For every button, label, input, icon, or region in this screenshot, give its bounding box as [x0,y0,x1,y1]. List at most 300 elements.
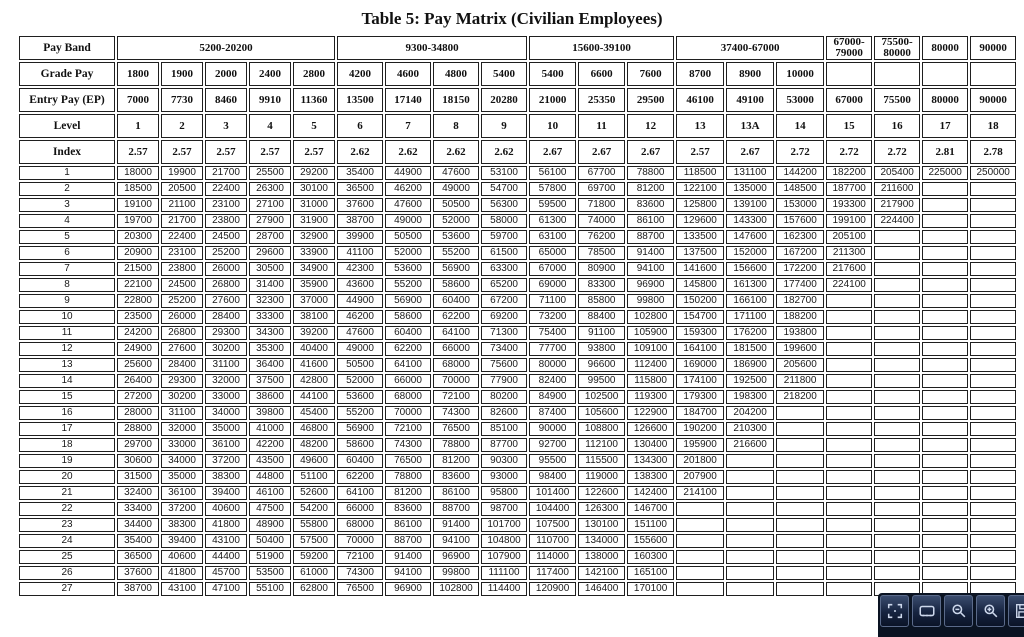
pay-cell-l5: 41600 [293,358,335,372]
zoom-out-button[interactable] [944,595,973,627]
pay-cell-l5: 33900 [293,246,335,260]
pay-cell-l10: 87400 [529,406,576,420]
pay-cell-l10: 77700 [529,342,576,356]
matrix-data-row [19,486,1016,500]
pay-cell-l7: 46200 [385,182,431,196]
pay-cell-l6: 38700 [337,214,383,228]
pay-cell-l12: 99800 [627,294,674,308]
pay-cell-l5: 35900 [293,278,335,292]
pay-cell-l14: 162300 [776,230,824,244]
pay-cell-l16 [874,518,920,532]
pay-cell-l4: 36400 [249,358,291,372]
pay-cell-l11: 71800 [578,198,625,212]
pay-cell-l1: 28800 [117,422,159,436]
pay-cell-l13: 122100 [676,182,724,196]
pay-cell-l9: 77900 [481,374,527,388]
pay-cell-l11: 67700 [578,166,625,180]
pay-cell-l14 [776,582,824,596]
row-serial: 6 [19,246,115,260]
pay-cell-l15: 205100 [826,230,872,244]
pay-cell-l16: 224400 [874,214,920,228]
pay-cell-l17 [922,390,968,404]
pay-cell-l1: 21500 [117,262,159,276]
pay-cell-l13A [726,566,774,580]
row-serial: 25 [19,550,115,564]
row-serial: 3 [19,198,115,212]
pay-cell-l4: 27100 [249,198,291,212]
pay-cell-l18 [970,470,1016,484]
pay-cell-l1: 22100 [117,278,159,292]
pay-cell-l16 [874,246,920,260]
pay-cell-l18 [970,518,1016,532]
zoom-in-button[interactable] [976,595,1005,627]
pay-cell-l13: 184700 [676,406,724,420]
pay-cell-l16 [874,326,920,340]
pay-cell-l18 [970,262,1016,276]
pay-cell-l4: 34300 [249,326,291,340]
pay-cell-l15 [826,438,872,452]
pay-cell-l9: 58000 [481,214,527,228]
pay-cell-l16 [874,374,920,388]
pay-cell-l2: 22400 [161,230,203,244]
pay-cell-l6: 37600 [337,198,383,212]
pay-cell-l2: 30200 [161,390,203,404]
grade-pay-18 [970,62,1016,86]
row-serial: 2 [19,182,115,196]
pay-cell-l12: 86100 [627,214,674,228]
pay-cell-l17 [922,358,968,372]
pay-cell-l16 [874,278,920,292]
entry-pay-11: 29500 [627,88,674,112]
row-serial: 20 [19,470,115,484]
pay-cell-l2: 31100 [161,406,203,420]
pay-cell-l12: 134300 [627,454,674,468]
pay-cell-l11: 96600 [578,358,625,372]
pay-cell-l7: 86100 [385,518,431,532]
pay-cell-l7: 53600 [385,262,431,276]
grade-pay-15 [826,62,872,86]
matrix-data-row [19,326,1016,340]
level-8: 9 [481,114,527,138]
pay-cell-l10: 67000 [529,262,576,276]
entry-pay-2: 8460 [205,88,247,112]
pay-cell-l9: 54700 [481,182,527,196]
pay-cell-l4: 53500 [249,566,291,580]
pay-cell-l18 [970,454,1016,468]
pay-cell-l15 [826,582,872,596]
row-serial: 24 [19,534,115,548]
pay-cell-l16 [874,230,920,244]
pay-cell-l11: 112100 [578,438,625,452]
pay-cell-l1: 37600 [117,566,159,580]
matrix-data-row [19,230,1016,244]
pay-cell-l16 [874,310,920,324]
row-serial: 22 [19,502,115,516]
pay-cell-l3: 26000 [205,262,247,276]
pay-cell-l14: 211800 [776,374,824,388]
pay-cell-l2: 26000 [161,310,203,324]
row-serial: 5 [19,230,115,244]
pay-cell-l5: 59200 [293,550,335,564]
pay-cell-l9: 69200 [481,310,527,324]
pay-cell-l14 [776,534,824,548]
pay-cell-l4: 25500 [249,166,291,180]
pay-cell-l17 [922,230,968,244]
pay-cell-l10: 98400 [529,470,576,484]
pay-cell-l1: 18500 [117,182,159,196]
pay-cell-l6: 62200 [337,470,383,484]
pay-cell-l13: 164100 [676,342,724,356]
pay-cell-l14: 188200 [776,310,824,324]
fit-page-button[interactable] [912,595,941,627]
pay-cell-l12: 83600 [627,198,674,212]
pay-cell-l13A: 156600 [726,262,774,276]
pay-cell-l8: 60400 [433,294,479,308]
pay-cell-l17 [922,182,968,196]
pay-cell-l14 [776,470,824,484]
pay-cell-l16 [874,470,920,484]
pay-cell-l18 [970,294,1016,308]
pay-band-5: 75500-80000 [874,36,920,60]
pay-cell-l5: 30100 [293,182,335,196]
pay-cell-l18 [970,486,1016,500]
pay-cell-l15 [826,358,872,372]
pay-cell-l8: 94100 [433,534,479,548]
pay-cell-l3: 24500 [205,230,247,244]
pay-cell-l14: 177400 [776,278,824,292]
row-serial: 14 [19,374,115,388]
pay-cell-l15 [826,470,872,484]
pay-cell-l5: 31900 [293,214,335,228]
pay-cell-l7: 66000 [385,374,431,388]
pay-cell-l13A: 139100 [726,198,774,212]
grade-pay-row [19,62,1016,86]
pay-cell-l3: 45700 [205,566,247,580]
pay-cell-l7: 83600 [385,502,431,516]
pay-cell-l11: 69700 [578,182,625,196]
pay-cell-l12: 130400 [627,438,674,452]
pay-cell-l10: 104400 [529,502,576,516]
pay-cell-l13 [676,534,724,548]
index-11: 2.67 [627,140,674,164]
pay-cell-l17 [922,566,968,580]
pay-cell-l4: 46100 [249,486,291,500]
level-17: 17 [922,114,968,138]
pay-cell-l2: 20500 [161,182,203,196]
pay-cell-l13: 141600 [676,262,724,276]
pay-cell-l18 [970,182,1016,196]
pay-cell-l8: 74300 [433,406,479,420]
pay-cell-l6: 58600 [337,438,383,452]
level-13: 13A [726,114,774,138]
pay-cell-l17 [922,470,968,484]
entry-pay-6: 17140 [385,88,431,112]
pay-cell-l9: 73400 [481,342,527,356]
pay-cell-l5: 45400 [293,406,335,420]
pay-cell-l18 [970,246,1016,260]
pay-cell-l5: 37000 [293,294,335,308]
pay-cell-l2: 37200 [161,502,203,516]
entry-pay-12: 46100 [676,88,724,112]
pay-cell-l9: 85100 [481,422,527,436]
pay-cell-l15: 199100 [826,214,872,228]
pay-cell-l3: 47100 [205,582,247,596]
pay-cell-l1: 29700 [117,438,159,452]
matrix-data-row [19,166,1016,180]
level-5: 6 [337,114,383,138]
pay-cell-l13A: 210300 [726,422,774,436]
pay-cell-l18 [970,230,1016,244]
grade-pay-11: 7600 [627,62,674,86]
pay-cell-l10: 57800 [529,182,576,196]
pay-cell-l4: 42200 [249,438,291,452]
pay-cell-l1: 23500 [117,310,159,324]
row-serial: 15 [19,390,115,404]
pay-cell-l15: 224100 [826,278,872,292]
grade-pay-2: 2000 [205,62,247,86]
pay-cell-l18: 250000 [970,166,1016,180]
pay-cell-l4: 35300 [249,342,291,356]
pay-cell-l5: 46800 [293,422,335,436]
pay-cell-l3: 23100 [205,198,247,212]
pay-cell-l8: 78800 [433,438,479,452]
pay-cell-l12: 109100 [627,342,674,356]
pay-cell-l4: 30500 [249,262,291,276]
pay-cell-l3: 34000 [205,406,247,420]
pay-cell-l15 [826,518,872,532]
row-serial: 21 [19,486,115,500]
pay-cell-l6: 52000 [337,374,383,388]
pay-cell-l13: 179300 [676,390,724,404]
pay-cell-l2: 19900 [161,166,203,180]
pay-band-3: 37400-67000 [676,36,824,60]
pay-cell-l13A: 147600 [726,230,774,244]
pay-cell-l15 [826,406,872,420]
pay-cell-l1: 25600 [117,358,159,372]
matrix-data-row [19,470,1016,484]
grade-pay-4: 2800 [293,62,335,86]
matrix-data-row [19,342,1016,356]
level-9: 10 [529,114,576,138]
pay-cell-l7: 50500 [385,230,431,244]
pay-cell-l6: 76500 [337,582,383,596]
pay-cell-l14 [776,422,824,436]
pay-cell-l8: 88700 [433,502,479,516]
pay-cell-l6: 43600 [337,278,383,292]
pay-cell-l12: 155600 [627,534,674,548]
pay-cell-l13 [676,566,724,580]
pay-cell-l12: 88700 [627,230,674,244]
pay-cell-l13 [676,582,724,596]
pay-cell-l8: 86100 [433,486,479,500]
pay-cell-l17 [922,374,968,388]
pay-cell-l2: 24500 [161,278,203,292]
pay-cell-l12: 94100 [627,262,674,276]
pay-cell-l6: 42300 [337,262,383,276]
row-serial: 9 [19,294,115,308]
pay-cell-l18 [970,406,1016,420]
pay-cell-l10: 110700 [529,534,576,548]
pay-cell-l6: 36500 [337,182,383,196]
pay-cell-l9: 111100 [481,566,527,580]
pay-cell-l16 [874,342,920,356]
row-serial: 8 [19,278,115,292]
entry-pay-1: 7730 [161,88,203,112]
pay-cell-l11: 93800 [578,342,625,356]
pay-cell-l13: 137500 [676,246,724,260]
pay-cell-l2: 23800 [161,262,203,276]
pay-cell-l11: 91100 [578,326,625,340]
pay-band-0: 5200-20200 [117,36,335,60]
pay-cell-l14: 157600 [776,214,824,228]
pay-cell-l1: 22800 [117,294,159,308]
pay-cell-l2: 34000 [161,454,203,468]
pay-cell-l18 [970,358,1016,372]
pay-cell-l9: 114400 [481,582,527,596]
pay-cell-l2: 21100 [161,198,203,212]
pay-cell-l9: 107900 [481,550,527,564]
pay-cell-l2: 40600 [161,550,203,564]
pay-cell-l13: 214100 [676,486,724,500]
matrix-data-row [19,262,1016,276]
pay-cell-l8: 62200 [433,310,479,324]
pay-cell-l12: 138300 [627,470,674,484]
pay-cell-l16 [874,486,920,500]
index-12: 2.57 [676,140,724,164]
pay-cell-l9: 80200 [481,390,527,404]
row-serial: 13 [19,358,115,372]
pay-cell-l15 [826,502,872,516]
pay-cell-l14: 218200 [776,390,824,404]
pay-cell-l13A: 161300 [726,278,774,292]
pay-cell-l13A [726,502,774,516]
pay-cell-l13: 129600 [676,214,724,228]
pay-cell-l15 [826,534,872,548]
pay-cell-l6: 60400 [337,454,383,468]
entry-pay-10: 25350 [578,88,625,112]
fullscreen-button[interactable] [880,595,909,627]
grade-pay-1: 1900 [161,62,203,86]
pay-cell-l2: 35000 [161,470,203,484]
pay-cell-l14: 205600 [776,358,824,372]
pay-cell-l12: 81200 [627,182,674,196]
matrix-data-row [19,454,1016,468]
pay-cell-l6: 39900 [337,230,383,244]
pay-cell-l17 [922,438,968,452]
grade-pay-14: 10000 [776,62,824,86]
pay-cell-l13A: 181500 [726,342,774,356]
pay-cell-l8: 53600 [433,230,479,244]
pay-cell-l3: 36100 [205,438,247,452]
pay-band-label: Pay Band [19,36,115,60]
pay-cell-l12: 91400 [627,246,674,260]
entry-pay-4: 11360 [293,88,335,112]
pay-cell-l7: 76500 [385,454,431,468]
pay-band-4: 67000-79000 [826,36,872,60]
pay-cell-l9: 67200 [481,294,527,308]
pay-cell-l5: 62800 [293,582,335,596]
pay-cell-l12: 170100 [627,582,674,596]
pay-cell-l6: 66000 [337,502,383,516]
viewer-toolbar [878,593,1024,637]
entry-pay-0: 7000 [117,88,159,112]
entry-pay-8: 20280 [481,88,527,112]
pay-cell-l5: 38100 [293,310,335,324]
pay-cell-l11: 76200 [578,230,625,244]
pay-cell-l6: 74300 [337,566,383,580]
matrix-data-row [19,406,1016,420]
pay-cell-l10: 69000 [529,278,576,292]
pay-cell-l9: 90300 [481,454,527,468]
pay-cell-l14 [776,550,824,564]
pay-cell-l2: 28400 [161,358,203,372]
pay-cell-l11: 88400 [578,310,625,324]
index-6: 2.62 [385,140,431,164]
pay-matrix-table [17,34,1018,598]
zoom-out-icon [950,602,968,620]
pay-cell-l12: 165100 [627,566,674,580]
pay-cell-l8: 81200 [433,454,479,468]
pay-cell-l8: 83600 [433,470,479,484]
pay-cell-l16 [874,438,920,452]
row-serial: 12 [19,342,115,356]
pay-cell-l2: 33000 [161,438,203,452]
pay-cell-l7: 47600 [385,198,431,212]
row-serial: 17 [19,422,115,436]
pay-cell-l9: 104800 [481,534,527,548]
pay-cell-l15 [826,422,872,436]
pay-band-6: 80000 [922,36,968,60]
pay-cell-l4: 44800 [249,470,291,484]
pay-cell-l16: 217900 [874,198,920,212]
pay-cell-l2: 25200 [161,294,203,308]
pay-cell-l12: 122900 [627,406,674,420]
pay-cell-l9: 95800 [481,486,527,500]
pay-cell-l16 [874,406,920,420]
pay-cell-l16 [874,390,920,404]
pay-cell-l7: 55200 [385,278,431,292]
pay-cell-l4: 55100 [249,582,291,596]
pay-cell-l10: 71100 [529,294,576,308]
pay-cell-l5: 31000 [293,198,335,212]
pay-cell-l4: 48900 [249,518,291,532]
pay-cell-l7: 70000 [385,406,431,420]
index-0: 2.57 [117,140,159,164]
entry-pay-5: 13500 [337,88,383,112]
save-button[interactable] [1008,595,1024,627]
pay-cell-l15: 217600 [826,262,872,276]
pay-cell-l14: 167200 [776,246,824,260]
pay-cell-l16 [874,534,920,548]
pay-cell-l5: 39200 [293,326,335,340]
pay-cell-l9: 93000 [481,470,527,484]
matrix-data-row [19,566,1016,580]
pay-cell-l10: 63100 [529,230,576,244]
pay-cell-l4: 43500 [249,454,291,468]
pay-cell-l18 [970,214,1016,228]
pay-cell-l15: 193300 [826,198,872,212]
pay-cell-l16 [874,262,920,276]
pay-cell-l18 [970,390,1016,404]
pay-cell-l8: 55200 [433,246,479,260]
entry-pay-3: 9910 [249,88,291,112]
pay-cell-l6: 68000 [337,518,383,532]
pay-cell-l16 [874,294,920,308]
pay-cell-l11: 146400 [578,582,625,596]
pay-cell-l11: 115500 [578,454,625,468]
pay-cell-l4: 32300 [249,294,291,308]
pay-cell-l11: 126300 [578,502,625,516]
